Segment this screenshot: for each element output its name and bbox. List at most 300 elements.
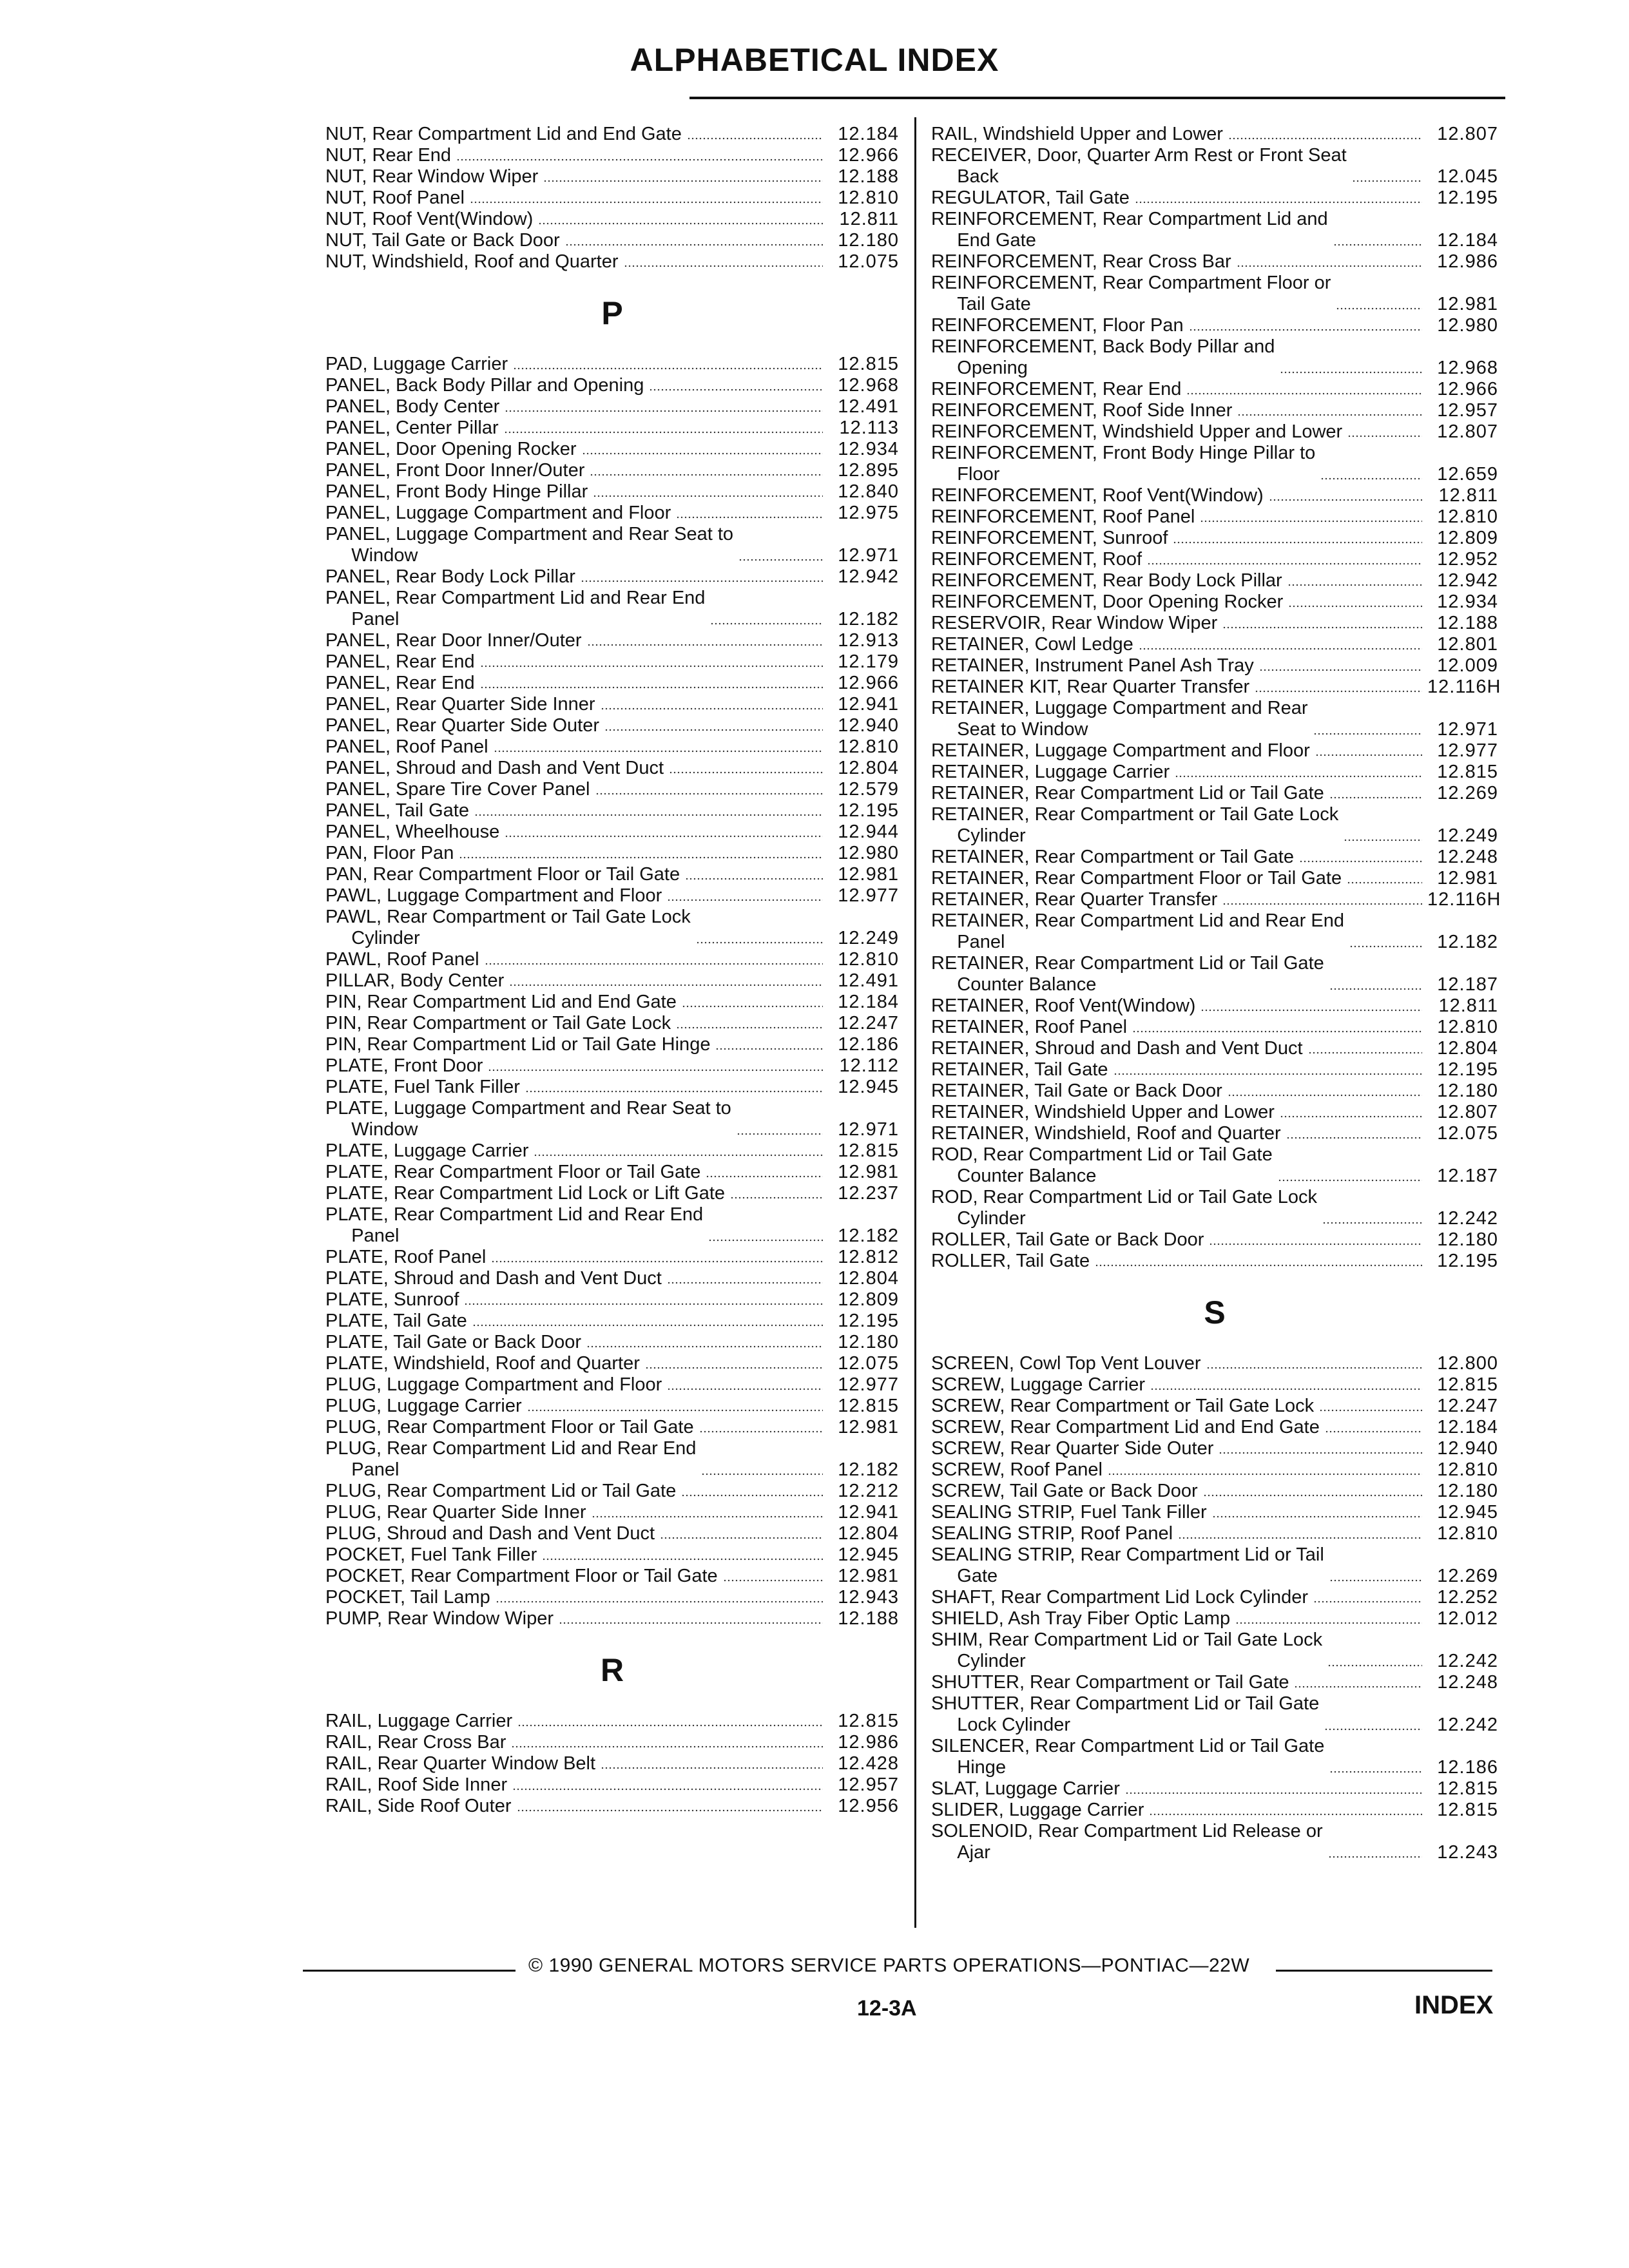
index-entry xyxy=(325,800,899,822)
index-entry xyxy=(931,1736,1498,1778)
entry-text: PANEL, Rear Compartment Lid and Rear End Panel xyxy=(325,588,706,629)
index-entry xyxy=(325,418,899,439)
footer-rule-right xyxy=(1276,1970,1492,1972)
entry-text: SCREEN, Cowl Top Vent Louver xyxy=(931,1353,1201,1374)
entry-page-ref: 12.943 xyxy=(838,1587,899,1608)
entry-page-ref: 12.971 xyxy=(1437,719,1498,740)
index-entry xyxy=(325,1247,899,1268)
entry-page-ref: 12.180 xyxy=(838,1332,899,1352)
dot-leader xyxy=(601,1767,823,1769)
dot-leader xyxy=(472,1324,823,1327)
index-entry xyxy=(931,1353,1498,1374)
entry-text: PILLAR, Body Center xyxy=(325,970,505,991)
entry-page-ref: 12.810 xyxy=(838,187,899,208)
entry-text: PANEL, Spare Tire Cover Panel xyxy=(325,779,590,800)
entry-page-ref: 12.971 xyxy=(838,1119,899,1140)
entry-page-ref: 12.815 xyxy=(1437,762,1498,782)
entry-text: RETAINER, Tail Gate or Back Door xyxy=(931,1081,1222,1101)
dot-leader xyxy=(559,1622,823,1624)
dot-leader xyxy=(1237,265,1422,267)
index-entry xyxy=(931,1187,1498,1229)
entry-page-ref: 12.942 xyxy=(838,566,899,587)
dot-leader xyxy=(1108,1473,1422,1475)
dot-leader xyxy=(1150,1388,1422,1390)
index-entry xyxy=(325,1587,899,1608)
copyright-text: © 1990 GENERAL MOTORS SERVICE PARTS OPERATIONS—PONTIAC—22W xyxy=(528,1955,1250,1976)
entry-text: RETAINER, Rear Compartment or Tail Gate xyxy=(931,847,1294,867)
index-entry xyxy=(325,1753,899,1774)
dot-leader xyxy=(595,793,824,795)
dot-leader xyxy=(543,180,823,182)
dot-leader xyxy=(1203,1494,1422,1497)
entry-page-ref: 12.428 xyxy=(838,1753,899,1774)
dot-leader xyxy=(525,1090,823,1093)
entry-page-ref: 12.242 xyxy=(1437,1651,1498,1671)
entry-text: SHIELD, Ash Tray Fiber Optic Lamp xyxy=(931,1608,1231,1629)
entry-text: SCREW, Luggage Carrier xyxy=(931,1374,1146,1395)
entry-page-ref: 12.968 xyxy=(838,375,899,396)
index-entry xyxy=(325,1374,899,1396)
entry-page-ref: 12.009 xyxy=(1437,655,1498,676)
dot-leader xyxy=(1132,1030,1422,1033)
dot-leader xyxy=(1349,945,1422,948)
footer-rule-left xyxy=(303,1970,516,1972)
dot-leader xyxy=(738,559,823,561)
index-entry xyxy=(931,1017,1498,1038)
entry-text: PANEL, Front Body Hinge Pillar xyxy=(325,481,588,502)
index-entry xyxy=(931,655,1498,677)
entry-page-ref: 12.188 xyxy=(1437,613,1498,633)
entry-text: REINFORCEMENT, Floor Pan xyxy=(931,315,1184,336)
index-entry xyxy=(931,1396,1498,1417)
dot-leader xyxy=(1336,307,1422,310)
entry-text: NUT, Rear End xyxy=(325,145,452,166)
dot-leader xyxy=(1315,754,1422,756)
dot-leader xyxy=(1147,562,1422,565)
dot-leader xyxy=(1352,180,1422,182)
dot-leader xyxy=(1329,796,1422,799)
entry-page-ref: 12.952 xyxy=(1437,549,1498,570)
index-entry xyxy=(325,1140,899,1162)
entry-text: SLIDER, Luggage Carrier xyxy=(931,1800,1144,1820)
index-entry xyxy=(325,1353,899,1374)
dot-leader xyxy=(1209,1243,1422,1245)
entry-text: PLUG, Luggage Compartment and Floor xyxy=(325,1374,662,1395)
index-entry xyxy=(325,354,899,375)
entry-page-ref: 12.237 xyxy=(838,1183,899,1204)
index-entry xyxy=(931,762,1498,783)
index-entry xyxy=(325,1268,899,1289)
dot-leader xyxy=(1139,648,1422,650)
entry-text: SHIM, Rear Compartment Lid or Tail Gate Lock Cylinder xyxy=(931,1629,1323,1671)
dot-leader xyxy=(1329,1579,1422,1582)
entry-text: RECEIVER, Door, Quarter Arm Rest or Front Seat Back xyxy=(931,145,1347,187)
entry-text: ROD, Rear Compartment Lid or Tail Gate Lock Cylinder xyxy=(931,1187,1318,1229)
left-index-column xyxy=(325,124,899,1817)
entry-text: PANEL, Rear Quarter Side Outer xyxy=(325,715,599,736)
dot-leader xyxy=(685,878,823,880)
dot-leader xyxy=(730,1196,823,1199)
entry-page-ref: 12.815 xyxy=(1437,1800,1498,1820)
index-entry xyxy=(931,1544,1498,1587)
index-entry xyxy=(931,528,1498,549)
dot-leader xyxy=(1175,775,1422,778)
entry-page-ref: 12.186 xyxy=(838,1034,899,1055)
entry-text: RETAINER, Rear Compartment Lid or Tail Gate xyxy=(931,783,1324,803)
dot-leader xyxy=(1149,1813,1422,1816)
index-entry xyxy=(931,1629,1498,1672)
entry-text: PLUG, Shroud and Dash and Vent Duct xyxy=(325,1523,655,1544)
index-entry xyxy=(931,336,1498,379)
entry-page-ref: 12.981 xyxy=(838,864,899,885)
entry-text: PLATE, Fuel Tank Filler xyxy=(325,1077,520,1097)
entry-text: PAN, Floor Pan xyxy=(325,843,454,863)
index-entry xyxy=(325,1289,899,1311)
index-entry xyxy=(931,1481,1498,1502)
entry-page-ref: 12.195 xyxy=(838,800,899,821)
dot-leader xyxy=(1328,1856,1422,1858)
index-entry xyxy=(325,1098,899,1140)
index-entry xyxy=(325,1732,899,1753)
dot-leader xyxy=(505,835,823,838)
entry-text: SCREW, Roof Panel xyxy=(931,1459,1103,1480)
index-entry xyxy=(325,460,899,481)
dot-leader xyxy=(1320,477,1422,480)
entry-page-ref: 12.187 xyxy=(1437,1166,1498,1186)
index-entry xyxy=(325,1481,899,1502)
dot-leader xyxy=(1135,201,1422,204)
entry-page-ref: 12.807 xyxy=(1437,124,1498,144)
index-entry xyxy=(325,673,899,694)
entry-page-ref: 12.811 xyxy=(1438,995,1498,1016)
entry-text: SHAFT, Rear Compartment Lid Lock Cylinder xyxy=(931,1587,1309,1608)
entry-text: RETAINER, Windshield, Roof and Quarter xyxy=(931,1123,1281,1144)
entry-text: PLUG, Luggage Carrier xyxy=(325,1396,522,1416)
index-entry xyxy=(325,715,899,736)
dot-leader xyxy=(687,137,823,140)
entry-page-ref: 12.579 xyxy=(838,779,899,800)
dot-leader xyxy=(1286,1137,1422,1139)
dot-leader xyxy=(505,410,823,412)
index-entry xyxy=(325,1711,899,1732)
dot-leader xyxy=(710,622,823,625)
entry-text: RESERVOIR, Rear Window Wiper xyxy=(931,613,1218,633)
entry-text: PLATE, Sunroof xyxy=(325,1289,459,1310)
entry-page-ref: 12.249 xyxy=(838,928,899,948)
index-entry xyxy=(325,970,899,992)
index-entry xyxy=(325,1523,899,1544)
entry-page-ref: 12.180 xyxy=(838,230,899,251)
entry-page-ref: 12.012 xyxy=(1437,1608,1498,1629)
entry-page-ref: 12.804 xyxy=(838,758,899,778)
entry-text: REINFORCEMENT, Roof Vent(Window) xyxy=(931,485,1264,506)
entry-page-ref: 12.807 xyxy=(1437,1102,1498,1122)
index-entry xyxy=(325,1077,899,1098)
index-entry xyxy=(931,273,1498,315)
entry-text: NUT, Windshield, Roof and Quarter xyxy=(325,251,619,272)
index-entry xyxy=(931,910,1498,953)
index-entry xyxy=(325,1566,899,1587)
entry-text: SCREW, Tail Gate or Back Door xyxy=(931,1481,1198,1501)
entry-page-ref: 12.968 xyxy=(1437,358,1498,378)
dot-leader xyxy=(1113,1073,1422,1075)
dot-leader xyxy=(1288,605,1422,608)
dot-leader xyxy=(1280,371,1422,374)
dot-leader xyxy=(1222,626,1422,629)
entry-page-ref: 12.242 xyxy=(1437,1208,1498,1229)
entry-text: SHUTTER, Rear Compartment or Tail Gate xyxy=(931,1672,1289,1693)
dot-leader xyxy=(592,1515,823,1518)
index-entry xyxy=(931,953,1498,995)
index-entry xyxy=(931,251,1498,273)
dot-leader xyxy=(667,1388,823,1390)
index-entry xyxy=(325,1502,899,1523)
index-entry xyxy=(931,591,1498,613)
dot-leader xyxy=(511,1745,823,1748)
entry-text: PLATE, Rear Compartment Floor or Tail Gate xyxy=(325,1162,701,1182)
entry-text: RETAINER, Luggage Compartment and Floor xyxy=(931,740,1310,761)
index-entry xyxy=(325,651,899,673)
entry-text: PIN, Rear Compartment or Tail Gate Lock xyxy=(325,1013,671,1033)
entry-text: RETAINER, Tail Gate xyxy=(931,1059,1108,1080)
index-entry xyxy=(325,251,899,273)
entry-page-ref: 12.975 xyxy=(838,503,899,523)
index-entry xyxy=(325,1055,899,1077)
entry-text: PANEL, Rear Body Lock Pillar xyxy=(325,566,575,587)
index-entry xyxy=(931,1229,1498,1251)
dot-leader xyxy=(667,1282,823,1284)
entry-text: REINFORCEMENT, Sunroof xyxy=(931,528,1168,548)
entry-page-ref: 12.112 xyxy=(839,1055,899,1076)
index-entry xyxy=(325,209,899,230)
dot-leader xyxy=(681,1494,823,1497)
dot-leader xyxy=(1319,1409,1422,1412)
entry-page-ref: 12.945 xyxy=(838,1077,899,1097)
right-index-column xyxy=(931,124,1501,1863)
entry-page-ref: 12.248 xyxy=(1437,1672,1498,1693)
dot-leader xyxy=(456,159,823,161)
dot-leader xyxy=(1125,1792,1422,1794)
entry-text: PLATE, Luggage Compartment and Rear Seat to Window xyxy=(325,1098,731,1140)
entry-text: SLAT, Luggage Carrier xyxy=(931,1778,1120,1799)
entry-text: PAWL, Luggage Compartment and Floor xyxy=(325,885,662,906)
index-entry xyxy=(325,1311,899,1332)
entry-text: REINFORCEMENT, Front Body Hinge Pillar to Floor xyxy=(931,443,1316,485)
entry-text: RETAINER, Roof Panel xyxy=(931,1017,1128,1037)
index-entry xyxy=(931,677,1501,698)
index-entry xyxy=(325,524,899,566)
dot-leader xyxy=(1294,1686,1422,1688)
index-entry xyxy=(325,864,899,885)
entry-text: SOLENOID, Rear Compartment Lid Release or Ajar xyxy=(931,1821,1323,1863)
entry-text: NUT, Rear Compartment Lid and End Gate xyxy=(325,124,682,144)
dot-leader xyxy=(538,222,823,225)
index-entry xyxy=(931,995,1498,1017)
entry-text: REINFORCEMENT, Rear Cross Bar xyxy=(931,251,1231,272)
index-entry xyxy=(931,1502,1498,1523)
entry-text: PLATE, Roof Panel xyxy=(325,1247,487,1267)
entry-text: PANEL, Roof Panel xyxy=(325,736,488,757)
entry-page-ref: 12.956 xyxy=(838,1796,899,1816)
entry-page-ref: 12.941 xyxy=(838,1502,899,1523)
entry-text: PLATE, Luggage Carrier xyxy=(325,1140,529,1161)
entry-page-ref: 12.804 xyxy=(1437,1038,1498,1059)
entry-page-ref: 12.941 xyxy=(838,694,899,715)
entry-page-ref: 12.179 xyxy=(838,651,899,672)
index-entry xyxy=(931,1251,1498,1272)
entry-text: RETAINER, Luggage Compartment and Rear Seat to Window xyxy=(931,698,1308,740)
index-entry xyxy=(325,1183,899,1204)
dot-leader xyxy=(1278,1179,1422,1182)
entry-page-ref: 12.986 xyxy=(1437,251,1498,272)
entry-page-ref: 12.252 xyxy=(1437,1587,1498,1608)
entry-page-ref: 12.807 xyxy=(1437,421,1498,442)
section-heading: S xyxy=(1204,1294,1226,1331)
entry-page-ref: 12.195 xyxy=(1437,187,1498,208)
index-entry xyxy=(325,822,899,843)
dot-leader xyxy=(1344,839,1422,841)
entry-page-ref: 12.810 xyxy=(1437,1459,1498,1480)
entry-text: PLATE, Front Door xyxy=(325,1055,483,1076)
index-entry xyxy=(325,145,899,166)
dot-leader xyxy=(1186,392,1422,395)
index-entry xyxy=(325,1013,899,1034)
dot-leader xyxy=(480,665,823,668)
dot-leader xyxy=(1313,1600,1422,1603)
entry-page-ref: 12.184 xyxy=(838,992,899,1012)
dot-leader xyxy=(1173,541,1422,544)
entry-text: REINFORCEMENT, Windshield Upper and Lower xyxy=(931,421,1343,442)
entry-text: SCREW, Rear Compartment or Tail Gate Lock xyxy=(931,1396,1315,1416)
entry-page-ref: 12.977 xyxy=(838,1374,899,1395)
entry-text: PLUG, Rear Compartment Floor or Tail Gate xyxy=(325,1417,694,1437)
dot-leader xyxy=(1259,669,1422,671)
entry-text: PANEL, Back Body Pillar and Opening xyxy=(325,375,644,396)
entry-text: RETAINER, Instrument Panel Ash Tray xyxy=(931,655,1254,676)
index-entry xyxy=(931,570,1498,591)
dot-leader xyxy=(1219,1452,1422,1454)
entry-text: PIN, Rear Compartment Lid or Tail Gate Hinge xyxy=(325,1034,711,1055)
index-entry xyxy=(325,1162,899,1183)
entry-text: REINFORCEMENT, Rear Compartment Lid and End Gate xyxy=(931,209,1328,251)
dot-leader xyxy=(1327,1664,1422,1667)
dot-leader xyxy=(737,1133,823,1135)
index-entry xyxy=(325,1396,899,1417)
dot-leader xyxy=(509,984,823,986)
entry-page-ref: 12.243 xyxy=(1437,1842,1498,1863)
entry-page-ref: 12.966 xyxy=(838,673,899,693)
entry-page-ref: 12.815 xyxy=(1437,1778,1498,1799)
dot-leader xyxy=(496,1600,823,1603)
dot-leader xyxy=(1222,903,1422,905)
entry-page-ref: 12.981 xyxy=(1437,868,1498,889)
entry-page-ref: 12.945 xyxy=(838,1544,899,1565)
entry-text: PLATE, Rear Compartment Lid Lock or Lift Gate xyxy=(325,1183,726,1204)
dot-leader xyxy=(1280,1115,1422,1118)
dot-leader xyxy=(527,1409,823,1412)
index-entry xyxy=(931,1374,1498,1396)
entry-text: SEALING STRIP, Rear Compartment Lid or Tail Gate xyxy=(931,1544,1324,1586)
entry-page-ref: 12.810 xyxy=(1437,1523,1498,1544)
entry-text: PANEL, Luggage Compartment and Floor xyxy=(325,503,671,523)
entry-page-ref: 12.180 xyxy=(1437,1081,1498,1101)
entry-page-ref: 12.180 xyxy=(1437,1229,1498,1250)
index-entry xyxy=(931,443,1498,485)
entry-text: PLUG, Rear Compartment Lid and Rear End Panel xyxy=(325,1438,697,1480)
entry-page-ref: 12.249 xyxy=(1437,825,1498,846)
index-entry xyxy=(931,804,1498,847)
index-entry xyxy=(325,1438,899,1481)
dot-leader xyxy=(1299,860,1422,863)
entry-text: PANEL, Door Opening Rocker xyxy=(325,439,577,459)
entry-text: REINFORCEMENT, Roof Side Inner xyxy=(931,400,1233,421)
entry-text: REINFORCEMENT, Roof xyxy=(931,549,1142,570)
entry-text: PANEL, Body Center xyxy=(325,396,500,417)
dot-leader xyxy=(706,1175,823,1178)
index-entry xyxy=(325,439,899,460)
dot-leader xyxy=(1095,1264,1422,1267)
dot-leader xyxy=(1228,1094,1422,1097)
index-entry xyxy=(325,124,899,145)
index-entry xyxy=(325,907,899,949)
entry-page-ref: 12.981 xyxy=(838,1417,899,1437)
index-entry xyxy=(325,230,899,251)
entry-page-ref: 12.182 xyxy=(838,609,899,629)
dot-leader xyxy=(494,750,823,753)
index-entry xyxy=(325,166,899,187)
dot-leader xyxy=(1329,1771,1422,1773)
index-entry xyxy=(931,1608,1498,1629)
entry-text: PLATE, Rear Compartment Lid and Rear End Panel xyxy=(325,1204,704,1246)
entry-text: REGULATOR, Tail Gate xyxy=(931,187,1130,208)
entry-text: PUMP, Rear Window Wiper xyxy=(325,1608,554,1629)
entry-text: NUT, Roof Panel xyxy=(325,187,465,208)
page-title: ALPHABETICAL INDEX xyxy=(630,42,999,78)
dot-leader xyxy=(488,1069,823,1072)
index-entry xyxy=(931,506,1498,528)
entry-text: NUT, Roof Vent(Window) xyxy=(325,209,534,229)
entry-page-ref: 12.247 xyxy=(1437,1396,1498,1416)
dot-leader xyxy=(1189,329,1422,331)
dot-leader xyxy=(1308,1052,1422,1054)
entry-text: RETAINER, Windshield Upper and Lower xyxy=(931,1102,1275,1122)
entry-page-ref: 12.815 xyxy=(838,354,899,374)
entry-text: ROD, Rear Compartment Lid or Tail Gate Counter Balance xyxy=(931,1144,1273,1186)
entry-text: REINFORCEMENT, Back Body Pillar and Opening xyxy=(931,336,1275,378)
entry-text: REINFORCEMENT, Rear Body Lock Pillar xyxy=(931,570,1282,591)
index-entry xyxy=(325,1774,899,1796)
entry-page-ref: 12.116H xyxy=(1427,677,1501,697)
entry-text: ROLLER, Tail Gate or Back Door xyxy=(931,1229,1204,1250)
index-entry xyxy=(325,1796,899,1817)
entry-page-ref: 12.075 xyxy=(838,1353,899,1374)
index-entry xyxy=(325,566,899,588)
dot-leader xyxy=(669,771,823,774)
index-entry xyxy=(325,481,899,503)
entry-page-ref: 12.815 xyxy=(838,1396,899,1416)
entry-page-ref: 12.815 xyxy=(838,1711,899,1731)
index-entry xyxy=(325,949,899,970)
entry-page-ref: 12.247 xyxy=(838,1013,899,1033)
index-entry xyxy=(325,992,899,1013)
index-entry xyxy=(931,1523,1498,1544)
index-entry xyxy=(931,783,1498,804)
dot-leader xyxy=(624,265,823,267)
entry-page-ref: 12.075 xyxy=(1437,1123,1498,1144)
entry-page-ref: 12.811 xyxy=(1438,485,1498,506)
index-entry xyxy=(325,843,899,864)
entry-text: PIN, Rear Compartment Lid and End Gate xyxy=(325,992,677,1012)
